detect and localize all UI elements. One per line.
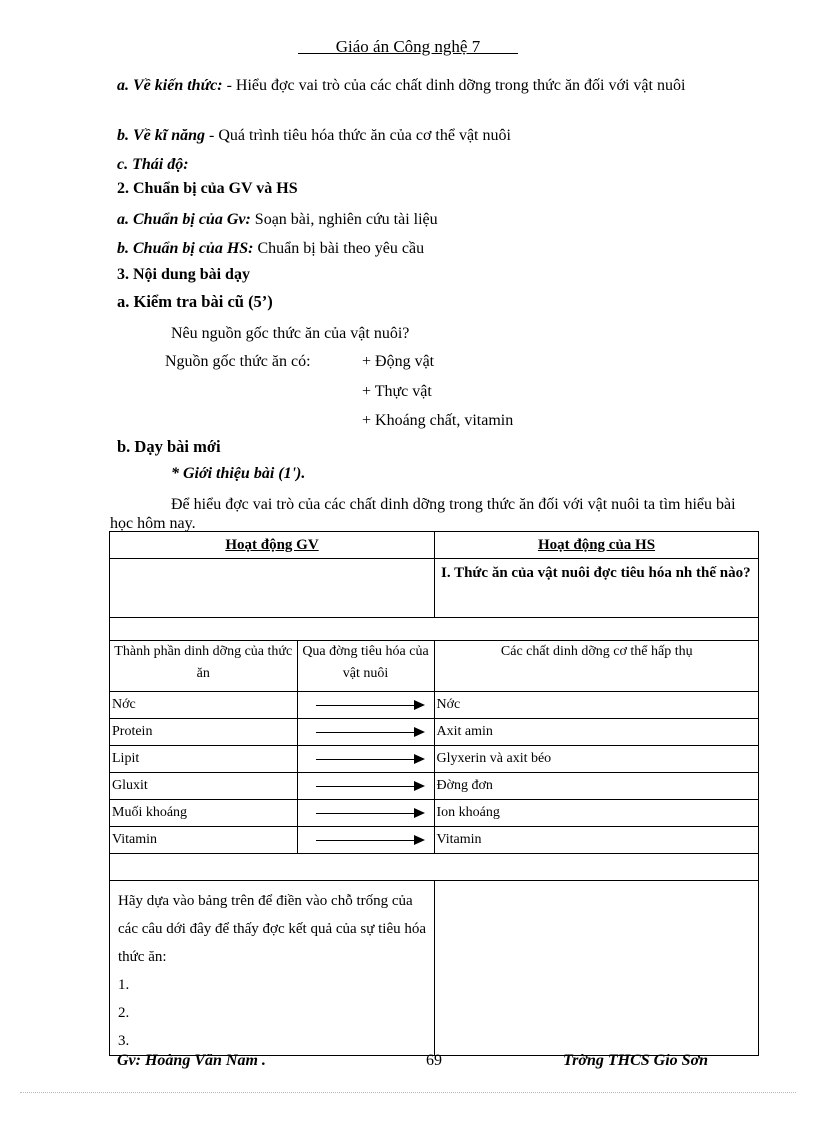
page-title: Giáo án Công nghệ 7 [335, 37, 481, 56]
hs-section-title: I. Thức ăn của vật nuôi đợc tiêu hóa nh thế nào? [435, 559, 759, 618]
knowledge-text: - Hiểu đợc vai trò của các chất dinh dỡng trong thức ăn đối với vật nuôi [226, 77, 686, 94]
gv-question-cell [110, 881, 435, 1056]
question-item-3: 3. [118, 1033, 130, 1049]
prep-teacher-label: a. Chuẩn bị của Gv: [117, 211, 251, 228]
digestion-table-cell [110, 641, 759, 854]
table-row [110, 827, 759, 854]
review-question: Nêu nguồn gốc thức ăn của vật nuôi? [171, 325, 410, 342]
arrow-icon [297, 746, 434, 773]
footer-teacher: Gv: Hoàng Văn Nam . [117, 1052, 266, 1069]
table-row [110, 719, 759, 746]
table-row [110, 746, 759, 773]
table-row [110, 773, 759, 800]
review-answer-mineral: + Khoáng chất, vitamin [362, 412, 514, 429]
col-header-gv: Hoạt động GV [110, 532, 435, 559]
prep-student-label: b. Chuẩn bị của HS: [117, 240, 254, 257]
footer-page-number: 69 [426, 1052, 442, 1069]
review-answer-plant: + Thực vật [362, 383, 432, 400]
lesson-heading: 3. Nội dung bài dạy [117, 266, 250, 283]
hs-answer-cell [435, 881, 759, 1056]
review-answer-animal: + Động vật [362, 353, 435, 370]
page-bottom-divider [20, 1092, 796, 1093]
table-spacer-row [110, 618, 759, 641]
skills-text: - Quá trình tiêu hóa thức ăn của cơ thể vật nuôi [209, 127, 511, 144]
arrow-icon [297, 773, 434, 800]
prep-student [117, 240, 424, 258]
header-rule-right [480, 53, 518, 54]
digestion-table [110, 641, 759, 853]
skills-label: b. Về kĩ năng [117, 127, 206, 144]
footer-school: Trờng THCS Gio Sơn [563, 1052, 709, 1069]
page-header [0, 37, 816, 57]
gv-question: Hãy dựa vào bảng trên để điền vào chỗ trống của các câu dới đây để thấy đợc kết quả của sự tiêu hóa thức ăn: [118, 893, 427, 965]
question-item-1: 1. [118, 977, 130, 993]
nutrient-output: Axit amin [434, 719, 759, 746]
nutrient-output: Vitamin [434, 827, 759, 854]
inner-header-process: Qua đờng tiêu hóa của vật nuôi [297, 641, 434, 692]
table-row [110, 692, 759, 719]
objective-knowledge [117, 76, 757, 95]
nutrient-output: Nớc [434, 692, 759, 719]
arrow-icon [297, 827, 434, 854]
arrow-icon [297, 719, 434, 746]
objective-attitude: c. Thái độ: [117, 156, 189, 173]
activity-table [109, 531, 759, 1056]
nutrient-input: Nớc [110, 692, 297, 719]
table-row [110, 800, 759, 827]
gv-empty-cell [110, 559, 435, 618]
table-spacer-row-2 [110, 854, 759, 881]
nutrient-output: Ion khoáng [434, 800, 759, 827]
header-rule-left [298, 53, 336, 54]
nutrient-output: Đờng đơn [434, 773, 759, 800]
arrow-icon [297, 800, 434, 827]
nutrient-input: Protein [110, 719, 297, 746]
new-lesson-heading: b. Dạy bài mới [117, 437, 221, 456]
knowledge-label: a. Về kiến thức: [117, 77, 223, 94]
nutrient-output: Glyxerin và axit béo [434, 746, 759, 773]
nutrient-input: Lipit [110, 746, 297, 773]
review-answer-label: Nguồn gốc thức ăn có: [165, 353, 311, 370]
preparation-heading: 2. Chuẩn bị của GV và HS [117, 180, 298, 197]
intro-text: Để hiểu đợc vai trò của các chất dinh dỡng trong thức ăn đối với vật nuôi ta tìm hiểu bài học hôm nay. [110, 496, 736, 532]
inner-header-output: Các chất dinh dỡng cơ thể hấp thụ [434, 641, 759, 692]
arrow-icon [297, 692, 434, 719]
nutrient-input: Muối khoáng [110, 800, 297, 827]
question-item-2: 2. [118, 1005, 130, 1021]
nutrient-input: Vitamin [110, 827, 297, 854]
objective-skills [117, 127, 511, 145]
prep-student-text: Chuẩn bị bài theo yêu cầu [257, 240, 425, 257]
nutrient-input: Gluxit [110, 773, 297, 800]
prep-teacher-text: Soạn bài, nghiên cứu tài liệu [254, 211, 438, 228]
col-header-hs: Hoạt động của HS [435, 532, 759, 559]
intro-label: * Giới thiệu bài (1'). [171, 465, 306, 482]
prep-teacher [117, 211, 438, 229]
review-heading: a. Kiểm tra bài cũ (5’) [117, 292, 273, 311]
inner-header-input: Thành phần dinh dỡng của thức ăn [110, 641, 297, 692]
